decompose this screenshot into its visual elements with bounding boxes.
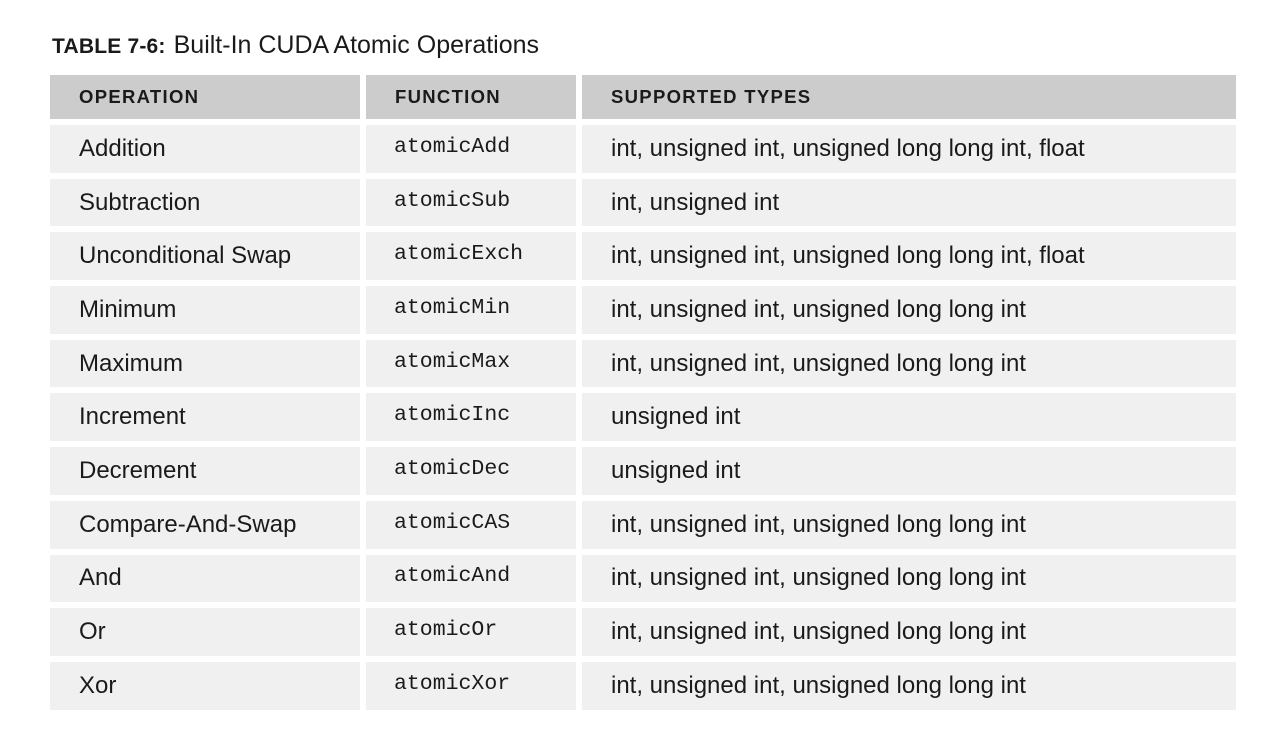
atomic-operations-table <box>50 75 1236 710</box>
table-number: TABLE 7-6: <box>52 35 166 58</box>
supported-types-cell: int, unsigned int <box>582 179 1236 227</box>
supported-types-cell: int, unsigned int, unsigned long long int <box>582 286 1236 334</box>
function-cell: atomicXor <box>366 662 576 710</box>
supported-types-cell: int, unsigned int, unsigned long long int, float <box>582 125 1236 173</box>
header-supported-types: SUPPORTED TYPES <box>582 75 1236 119</box>
supported-types-cell: int, unsigned int, unsigned long long int <box>582 340 1236 388</box>
function-cell: atomicSub <box>366 179 576 227</box>
operation-cell: Xor <box>50 662 360 710</box>
header-operation: OPERATION <box>50 75 360 119</box>
supported-types-cell: int, unsigned int, unsigned long long int <box>582 501 1236 549</box>
supported-types-cell: int, unsigned int, unsigned long long int <box>582 555 1236 603</box>
table-caption <box>52 29 539 63</box>
operation-cell: Maximum <box>50 340 360 388</box>
operation-cell: Compare-And-Swap <box>50 501 360 549</box>
operation-cell: Increment <box>50 393 360 441</box>
function-cell: atomicCAS <box>366 501 576 549</box>
function-cell: atomicInc <box>366 393 576 441</box>
operation-cell: And <box>50 555 360 603</box>
function-cell: atomicExch <box>366 232 576 280</box>
operation-cell: Addition <box>50 125 360 173</box>
operation-cell: Unconditional Swap <box>50 232 360 280</box>
operation-cell: Decrement <box>50 447 360 495</box>
function-cell: atomicMin <box>366 286 576 334</box>
function-cell: atomicAnd <box>366 555 576 603</box>
function-cell: atomicAdd <box>366 125 576 173</box>
operation-cell: Or <box>50 608 360 656</box>
operation-cell: Minimum <box>50 286 360 334</box>
function-cell: atomicDec <box>366 447 576 495</box>
supported-types-cell: unsigned int <box>582 447 1236 495</box>
supported-types-cell: int, unsigned int, unsigned long long int, float <box>582 232 1236 280</box>
supported-types-cell: int, unsigned int, unsigned long long int <box>582 608 1236 656</box>
header-function: FUNCTION <box>366 75 576 119</box>
function-cell: atomicOr <box>366 608 576 656</box>
operation-cell: Subtraction <box>50 179 360 227</box>
supported-types-cell: int, unsigned int, unsigned long long int <box>582 662 1236 710</box>
function-cell: atomicMax <box>366 340 576 388</box>
supported-types-cell: unsigned int <box>582 393 1236 441</box>
table-title: Built-In CUDA Atomic Operations <box>173 31 540 59</box>
